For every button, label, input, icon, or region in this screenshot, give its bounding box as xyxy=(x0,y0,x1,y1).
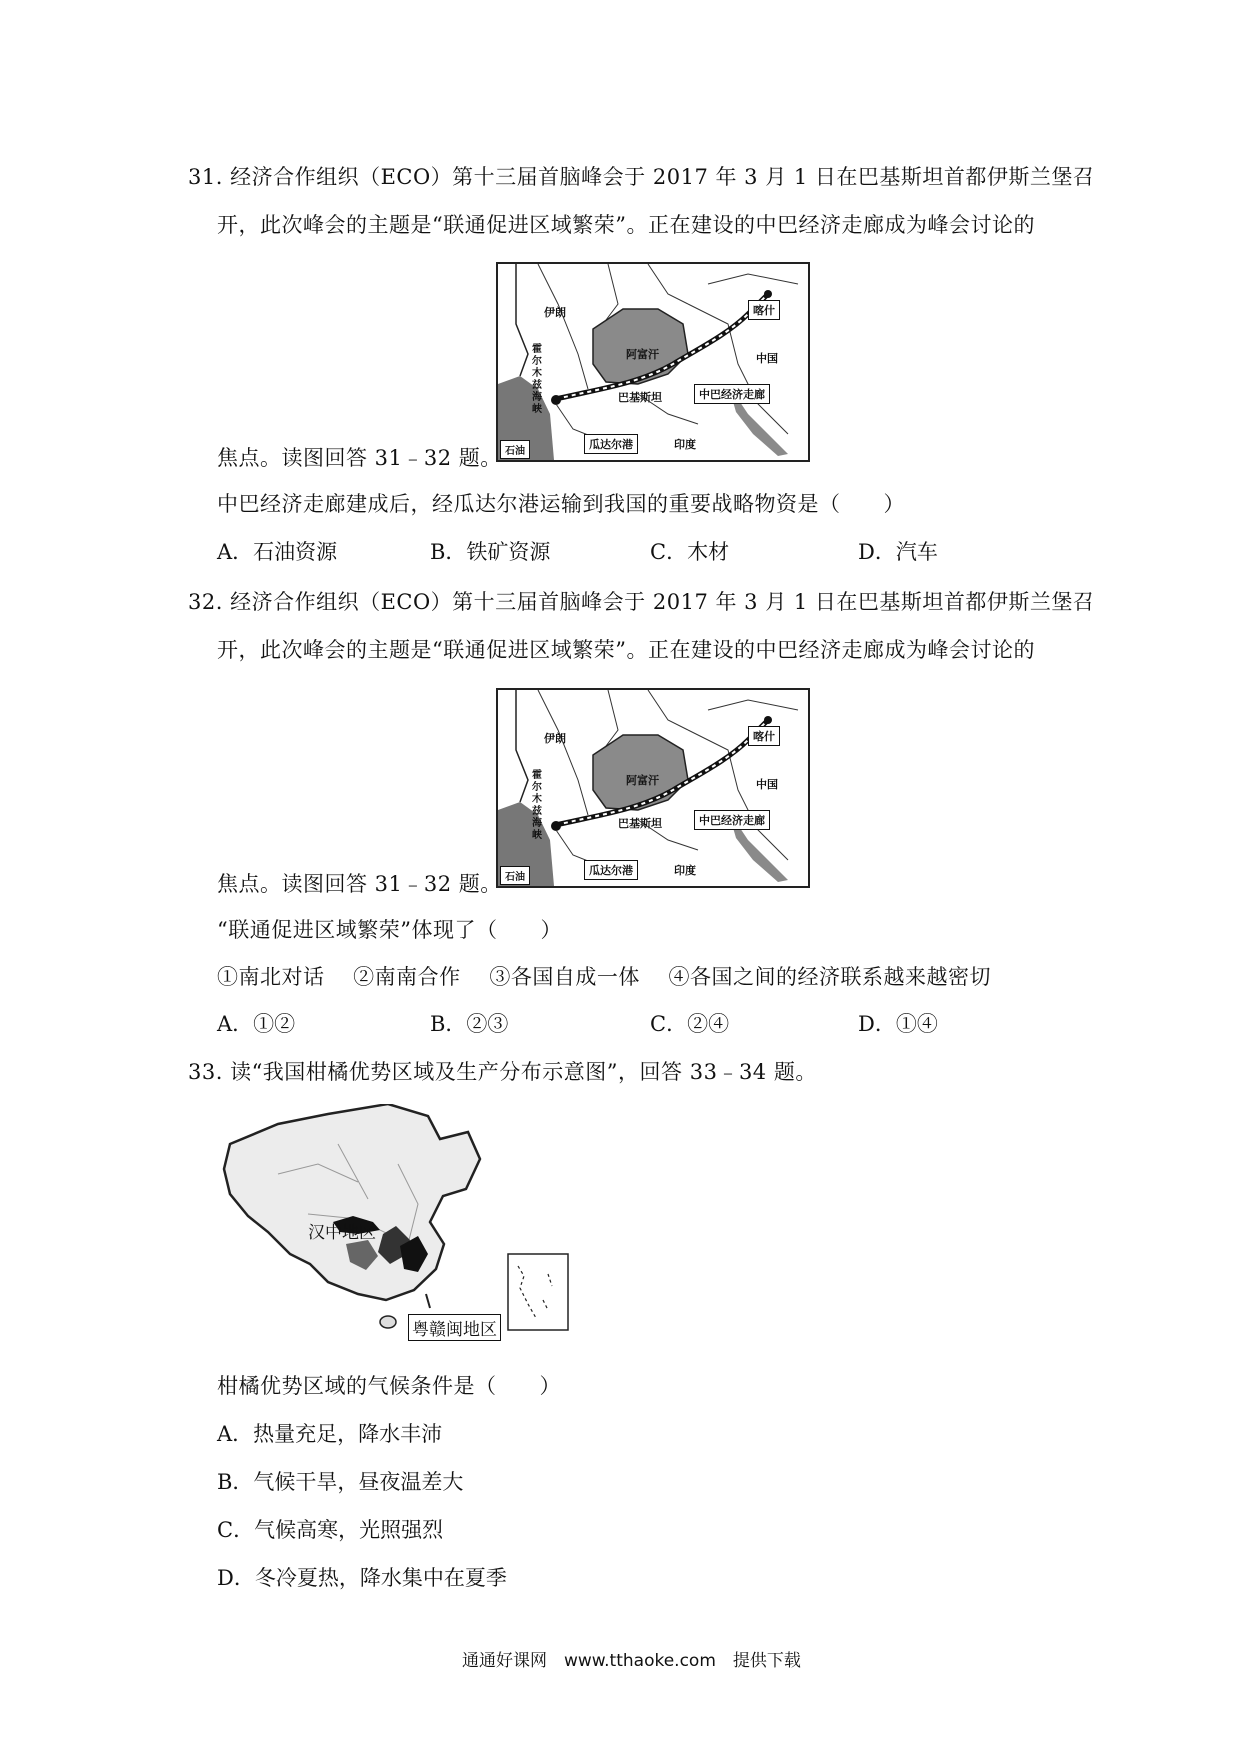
china-map-svg xyxy=(218,1104,578,1340)
q32-stem-line1: 32. 经济合作组织（ECO）第十三届首脑峰会于 2017 年 3 月 1 日在巴基斯坦首都伊斯兰堡召 xyxy=(188,590,1095,614)
map-label-iran: 伊朗 xyxy=(544,732,566,745)
q32-option-a: A．①② xyxy=(217,1012,296,1036)
map-label-oil: 石油 xyxy=(500,440,530,459)
q32-stem-line2: 开，此次峰会的主题是“联通促进区域繁荣”。正在建设的中巴经济走廊成为峰会讨论的 xyxy=(217,638,1035,662)
q32-option-b: B．②③ xyxy=(430,1012,509,1036)
q33-option-d: D．冬冷夏热，降水集中在夏季 xyxy=(217,1566,507,1590)
page-footer: 通通好课网 www.tthaoke.com 提供下载 xyxy=(462,1651,801,1671)
q31-stem-line3: 焦点。读图回答 31﹣32 题。 xyxy=(217,446,502,470)
map-label-india: 印度 xyxy=(674,864,696,877)
map-label-afghanistan: 阿富汗 xyxy=(626,774,659,787)
q32-option-d: D．①④ xyxy=(858,1012,938,1036)
map-label-strait: 霍尔木兹海峡 xyxy=(532,344,542,415)
map-label-china: 中国 xyxy=(756,352,778,365)
map-label-afghanistan: 阿富汗 xyxy=(626,348,659,361)
map-label-iran: 伊朗 xyxy=(544,306,566,319)
q33-option-c: C．气候高寒，光照强烈 xyxy=(217,1518,444,1542)
map-label-hanzhong: 汉中地区 xyxy=(308,1223,376,1243)
q32-statements: ①南北对话 ②南南合作 ③各国自成一体 ④各国之间的经济联系越来越密切 xyxy=(217,965,992,989)
q32-stem-line3: 焦点。读图回答 31﹣32 题。 xyxy=(217,872,502,896)
map-label-oil: 石油 xyxy=(500,866,530,885)
q33-stem: 33. 读“我国柑橘优势区域及生产分布示意图”，回答 33﹣34 题。 xyxy=(188,1060,817,1084)
corridor-map-32 xyxy=(496,688,810,888)
q31-option-a: A．石油资源 xyxy=(217,540,338,564)
map-label-kashi: 喀什 xyxy=(748,300,780,320)
q33-option-a: A．热量充足，降水丰沛 xyxy=(217,1422,443,1446)
q31-option-c: C．木材 xyxy=(650,540,730,564)
china-outline xyxy=(224,1104,480,1300)
map-label-yuegan: 粤赣闽地区 xyxy=(408,1314,501,1341)
q32-question: “联通促进区域繁荣”体现了（ ） xyxy=(217,918,562,942)
map-label-pakistan: 巴基斯坦 xyxy=(618,817,662,830)
taiwan-island xyxy=(426,1294,430,1308)
map-label-india: 印度 xyxy=(674,438,696,451)
q31-option-d: D．汽车 xyxy=(858,540,938,564)
map-label-pakistan: 巴基斯坦 xyxy=(618,391,662,404)
hainan-island xyxy=(380,1316,396,1328)
map-label-corridor: 中巴经济走廊 xyxy=(694,810,770,830)
map-label-gwadar: 瓜达尔港 xyxy=(584,434,638,454)
corridor-map-31 xyxy=(496,262,810,462)
map-label-kashi: 喀什 xyxy=(748,726,780,746)
map-label-strait: 霍尔木兹海峡 xyxy=(532,770,542,841)
q33-option-b: B．气候干旱，昼夜温差大 xyxy=(217,1470,464,1494)
q31-option-b: B．铁矿资源 xyxy=(430,540,551,564)
map-label-china: 中国 xyxy=(756,778,778,791)
q31-question: 中巴经济走廊建成后，经瓜达尔港运输到我国的重要战略物资是（ ） xyxy=(217,492,905,516)
q32-option-c: C．②④ xyxy=(650,1012,730,1036)
map-label-corridor: 中巴经济走廊 xyxy=(694,384,770,404)
china-citrus-map xyxy=(218,1104,578,1340)
south-china-sea-inset xyxy=(508,1254,568,1330)
q33-question: 柑橘优势区域的气候条件是（ ） xyxy=(217,1374,561,1398)
q31-stem-line1: 31. 经济合作组织（ECO）第十三届首脑峰会于 2017 年 3 月 1 日在巴基斯坦首都伊斯兰堡召 xyxy=(188,165,1095,189)
map-label-gwadar: 瓜达尔港 xyxy=(584,860,638,880)
q31-stem-line2: 开，此次峰会的主题是“联通促进区域繁荣”。正在建设的中巴经济走廊成为峰会讨论的 xyxy=(217,213,1035,237)
